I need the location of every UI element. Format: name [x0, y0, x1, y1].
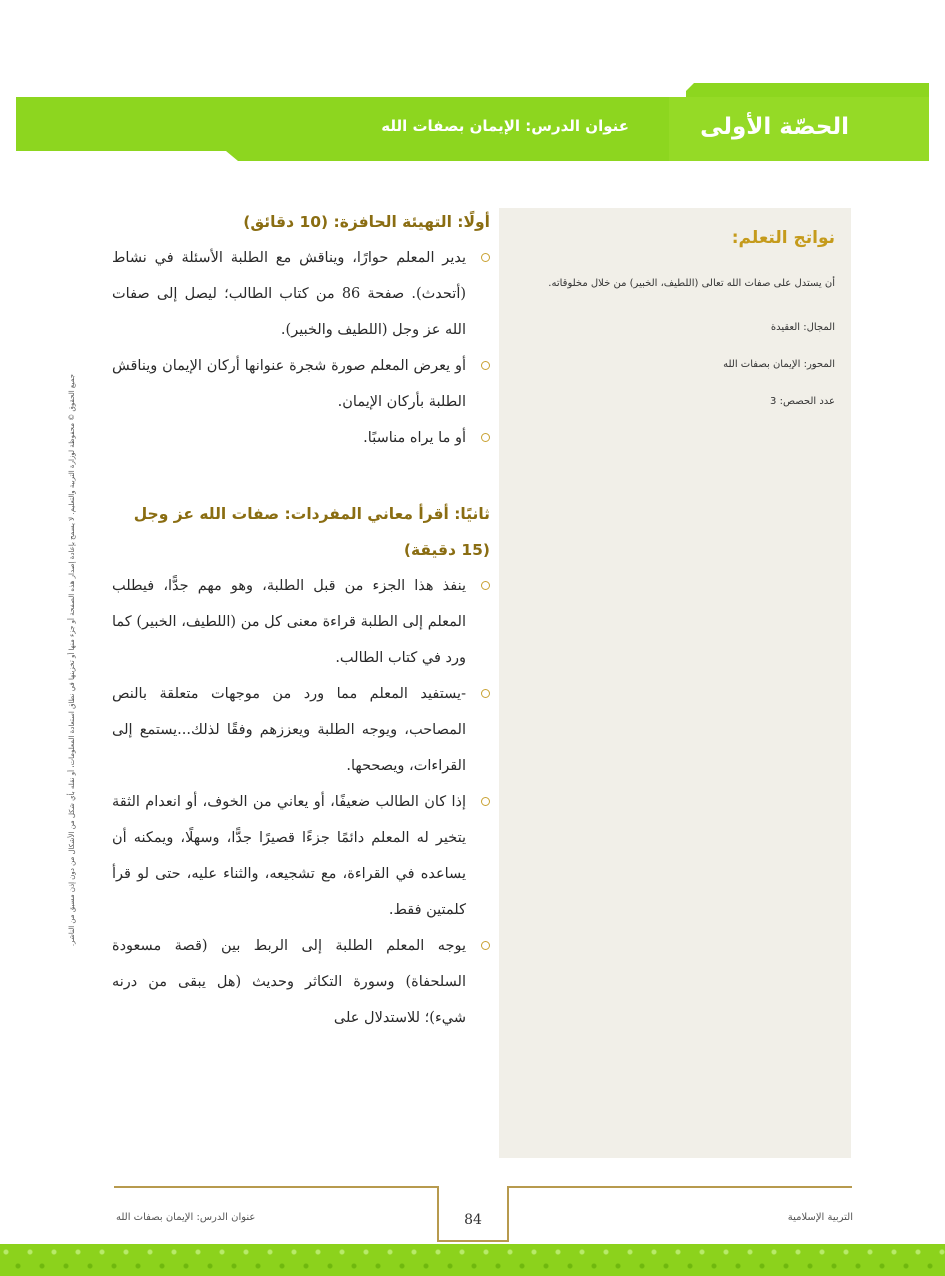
list-item-text: أو يعرض المعلم صورة شجرة عنوانها أركان الإيمان ويناقش الطلبة بأركان الإيمان.: [112, 358, 466, 410]
footer-subject: التربية الإسلامية: [787, 1212, 853, 1223]
header-notch: [16, 83, 686, 97]
list-item-text: يدير المعلم حوارًا، ويناقش مع الطلبة الأسئلة في نشاط (أتحدث). صفحة 86 من كتاب الطالب؛ ليصل إلى صفات الله عز وجل (اللطيف والخبير).: [112, 250, 466, 338]
section1-heading: [112, 204, 490, 240]
learning-outcomes-box: [499, 208, 851, 1158]
page-number: 84: [464, 1212, 482, 1228]
list-item-text: يوجه المعلم الطلبة إلى الربط بين (قصة مسعودة السلحفاة) وسورة التكاثر وحديث (هل يبقى من درنه شيء)؛ للاستدلال على: [112, 938, 466, 1026]
list-item-text: ينفذ هذا الجزء من قبل الطلبة، وهو مهم جدًّا، فيطلب المعلم إلى الطلبة قراءة معنى كل من (اللطيف، الخبير) كما ورد في كتاب الطالب.: [112, 578, 466, 666]
bullet-icon: [481, 253, 490, 262]
bullet-icon: [481, 361, 490, 370]
lesson-title: عنوان الدرس: الإيمان بصفات الله: [381, 117, 629, 135]
copyright-text: جميع الحقوق © محفوظة لوزارة التربية والتعليم. لا يسمح بإعادة إصدار هذه الصفحة أو جزء منها أو تخزينها في نطاق استعادة المعلومات، أو نقله بأي شكل من الأشكال من دون إذن مسبق من الناشر.: [68, 373, 76, 947]
list-item: [112, 676, 490, 784]
header-bottom-notch: [16, 151, 226, 161]
list-item: [112, 928, 490, 1036]
section2-list: [112, 568, 490, 1036]
section2-title: أقرأ معاني المفردات: صفات الله عز وجل (15 دقيقة): [133, 505, 490, 559]
section2-prefix: ثانيًا:: [448, 505, 490, 523]
section1-list: [112, 240, 490, 456]
session-title: الحصّة الأولى: [700, 114, 849, 140]
header-notch-slope: [680, 83, 694, 97]
bullet-icon: [481, 581, 490, 590]
list-item: [112, 240, 490, 348]
axis-label: المحور: الإيمان بصفات الله: [723, 359, 835, 370]
outcomes-text: أن يستدل على صفات الله تعالى (اللطيف، الخبير) من خلال مخلوقاته.: [548, 278, 835, 289]
section-spacer: [112, 456, 490, 496]
list-item-text: أو ما يراه مناسبًا.: [363, 430, 466, 446]
bullet-icon: [481, 689, 490, 698]
list-item: [112, 348, 490, 420]
header-bottom-notch-slope: [226, 151, 238, 161]
sessions-count: عدد الحصص: 3: [770, 396, 835, 407]
domain-label: المجال: العقيدة: [770, 322, 835, 333]
footer-pattern-strip: [0, 1244, 945, 1276]
list-item: [112, 420, 490, 456]
list-item-text: إذا كان الطالب ضعيفًا، أو يعاني من الخوف، أو انعدام الثقة يتخير له المعلم دائمًا جزءًا قصيرًا جدًّا، وسهلًا، ويمكنه أن يساعده في القراءة، مع تشجيعه، والثناء عليه، حتى لو قرأ كلمتين فقط.: [112, 794, 466, 918]
bullet-icon: [481, 433, 490, 442]
bullet-icon: [481, 797, 490, 806]
section1-title: التهيئة الحافزة: (10 دقائق): [243, 213, 452, 231]
bullet-icon: [481, 941, 490, 950]
main-content: [112, 204, 490, 1036]
footer-lesson: عنوان الدرس: الإيمان بصفات الله: [116, 1212, 256, 1223]
list-item: [112, 784, 490, 928]
copyright-notice: [64, 300, 80, 1020]
outcomes-title: نواتج التعلم:: [731, 228, 835, 248]
section2-heading: [112, 496, 490, 568]
section1-prefix: أولًا:: [451, 213, 490, 231]
list-item: [112, 568, 490, 676]
list-item-text: -يستفيد المعلم مما ورد من موجهات متعلقة بالنص المصاحب، ويوجه الطلبة ويعززهم وفقًا لذلك...يستمع إلى القراءات، ويصححها.: [112, 686, 466, 774]
